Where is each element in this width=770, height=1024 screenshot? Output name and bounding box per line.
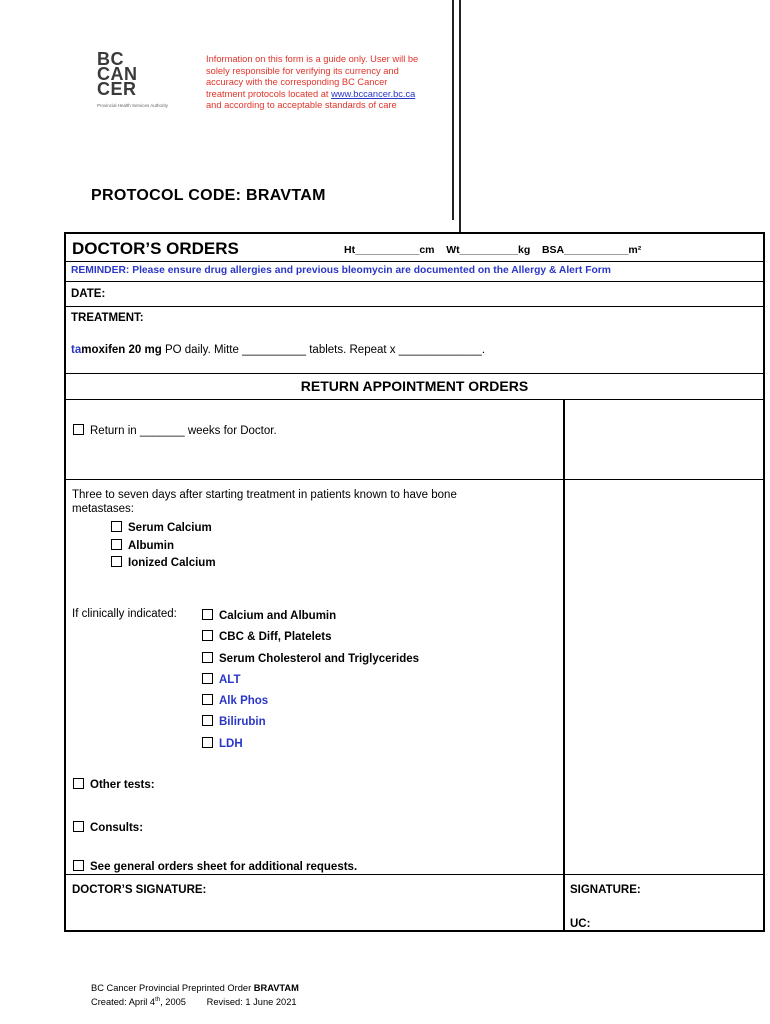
fold-line-left (452, 0, 454, 220)
checkbox-icon[interactable] (73, 424, 84, 435)
kg-label: kg (518, 244, 531, 256)
test-label: LDH (219, 737, 243, 750)
disclaimer-line: Information on this form is a guide only. User will be (206, 54, 419, 64)
list-item[interactable] (202, 606, 419, 627)
signature-label: SIGNATURE: (570, 884, 641, 896)
orders-title: DOCTOR’S ORDERS (72, 239, 239, 258)
treatment-row (66, 307, 763, 374)
general-orders-label: See general orders sheet for additional requests. (90, 861, 358, 873)
list-item[interactable] (202, 649, 419, 670)
signature-divider (563, 874, 565, 932)
cm-label: cm (419, 244, 435, 256)
footer-code: BRAVTAM (253, 983, 299, 993)
treatment-line (71, 344, 485, 356)
measurements (344, 244, 641, 256)
bone-text-line: Three to seven days after starting treatment in patients known to have bone (72, 489, 457, 501)
signature-separator (66, 874, 763, 875)
created-year: , 2005 (160, 997, 186, 1008)
list-item[interactable] (202, 627, 419, 648)
disclaimer-line: and according to acceptable standards of care (206, 100, 397, 111)
created-date-sup: th (155, 997, 161, 1003)
logo-line-3: CER (97, 79, 137, 99)
clinical-tests-list (202, 606, 419, 755)
other-tests-option[interactable] (73, 778, 155, 791)
return-header-row (66, 374, 763, 400)
section-separator (66, 479, 763, 480)
footer (91, 982, 299, 1008)
column-divider (563, 400, 565, 874)
bsa-label: BSA (541, 244, 565, 256)
ht-field[interactable]: ___________ (355, 244, 420, 256)
logo-line-1: BC (97, 49, 124, 69)
checkbox-icon[interactable] (202, 737, 213, 748)
treatment-label: TREATMENT: (71, 312, 144, 324)
checkbox-icon[interactable] (111, 556, 122, 567)
date-label: DATE: (71, 288, 106, 300)
return-in-option[interactable] (73, 424, 277, 437)
checkbox-icon[interactable] (73, 860, 84, 871)
general-orders-option[interactable] (73, 860, 357, 873)
disclaimer-line: treatment protocols located at (206, 88, 332, 99)
checkbox-icon[interactable] (202, 630, 213, 641)
test-label: Serum Cholesterol and Triglycerides (219, 652, 420, 665)
checkbox-icon[interactable] (202, 715, 213, 726)
test-label: Serum Calcium (128, 522, 212, 534)
bccancer-link[interactable]: www.bccancer.bc.ca (331, 88, 416, 99)
list-item[interactable] (111, 555, 216, 573)
bsa-field[interactable]: ___________ (564, 244, 629, 256)
list-item[interactable] (202, 734, 419, 755)
drug-prefix: ta (71, 344, 82, 356)
checkbox-icon[interactable] (111, 539, 122, 550)
other-tests-label: Other tests: (90, 779, 155, 791)
checkbox-icon[interactable] (202, 673, 213, 684)
wt-field[interactable]: __________ (459, 244, 519, 256)
test-label: ALT (219, 673, 241, 686)
bone-text-line: metastases: (72, 503, 134, 515)
revised-date: Revised: 1 June 2021 (206, 997, 297, 1008)
uc-label: UC: (570, 918, 591, 930)
list-item[interactable] (202, 670, 419, 691)
wt-label: Wt (446, 244, 460, 256)
bc-cancer-logo (97, 49, 197, 108)
test-label: Calcium and Albumin (219, 610, 337, 622)
footer-line: BC Cancer Provincial Preprinted Order (91, 983, 254, 993)
orders-header-row (66, 234, 763, 262)
checkbox-icon[interactable] (73, 778, 84, 789)
reminder-row (66, 262, 763, 282)
checkbox-icon[interactable] (202, 652, 213, 663)
date-row[interactable] (66, 282, 763, 307)
test-label: CBC & Diff, Platelets (219, 631, 332, 644)
return-in-label: Return in _______ weeks for Doctor. (90, 425, 277, 437)
fold-line-right (459, 0, 461, 232)
test-label: Ionized Calcium (128, 557, 216, 569)
checkbox-icon[interactable] (202, 609, 213, 620)
logo-subtext: Provincial Health Services Authority (97, 103, 169, 108)
checkbox-icon[interactable] (202, 694, 213, 705)
disclaimer-line: solely responsible for verifying its currency and (206, 65, 399, 76)
doctors-orders-form (64, 232, 765, 932)
return-title: RETURN APPOINTMENT ORDERS (300, 378, 529, 394)
protocol-code: PROTOCOL CODE: BRAVTAM (91, 187, 326, 204)
clinical-label: If clinically indicated: (72, 608, 177, 620)
disclaimer (206, 54, 446, 112)
test-label: Bilirubin (219, 716, 266, 729)
list-item[interactable] (202, 691, 419, 712)
logo-line-2: CAN (97, 64, 138, 84)
disclaimer-line: accuracy with the corresponding BC Cancer (206, 77, 388, 88)
checkbox-icon[interactable] (73, 821, 84, 832)
list-item[interactable] (111, 520, 216, 538)
consults-label: Consults: (90, 822, 144, 834)
test-label: Alk Phos (219, 695, 269, 708)
consults-option[interactable] (73, 821, 143, 834)
ht-label: Ht (344, 244, 356, 256)
reminder-text: REMINDER: Please ensure drug allergies and previous bleomycin are documented on the Allergy & Alert Form (71, 265, 611, 276)
list-item[interactable] (111, 538, 216, 556)
bone-metastases-text (72, 488, 457, 516)
doctor-signature-label: DOCTOR’S SIGNATURE: (72, 884, 207, 896)
checkbox-icon[interactable] (111, 521, 122, 532)
bsa-unit: m² (628, 244, 642, 256)
bone-tests-list (111, 520, 216, 573)
list-item[interactable] (202, 712, 419, 733)
test-label: Albumin (128, 539, 174, 552)
drug-name: moxifen 20 mg (81, 344, 162, 356)
created-date: Created: April 4 (91, 997, 156, 1008)
treatment-instructions[interactable]: PO daily. Mitte __________ tablets. Repeat x _____________. (161, 344, 486, 356)
